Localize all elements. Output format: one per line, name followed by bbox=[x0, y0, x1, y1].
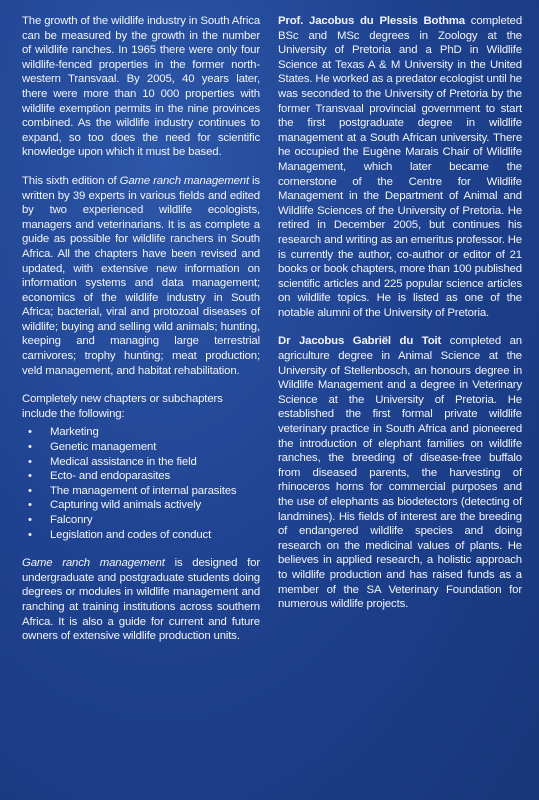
intro-paragraph: The growth of the wildlife industry in South Africa can be measured by the growth in the number of wildlife ranches. In 1965 there were only four wildlife-fenced properties in the former north-western Transvaal. By 2005, 40 years later, there were more than 10 000 properties with wildlife exemption permits in the nine provinces combined. As the wildlife industry continues to expand, so too does the need for scientific knowledge upon which it must be based. bbox=[22, 15, 261, 159]
list-item: • The management of internal parasites bbox=[22, 484, 260, 499]
author-name: Prof. Jacobus du Plessis Bothma bbox=[278, 15, 465, 27]
list-item: • Genetic management bbox=[22, 440, 260, 455]
new-chapters-list bbox=[22, 425, 260, 542]
new-chapters-intro: Completely new chapters or subchapters include the following: bbox=[22, 393, 223, 420]
list-item: • Legislation and codes of conduct bbox=[22, 528, 260, 543]
list-item: • Medical assistance in the field bbox=[22, 455, 260, 470]
author-name: Dr Jacobus Gabriël du Toit bbox=[278, 335, 442, 348]
bio-du-toit: Dr Jacobus Gabriël du Toit completed an agriculture degree in Animal Science at the University of Stellenbosch, an honours degree in Wildlife Management and a degree in Veterinary Science at the University of Pretoria. He established the first formal private wildlife veterinary practice in South Africa and pioneered the introduction of elephant families on wildlife ranches, the breeding of disease-free buffalo from diseased parents, the harvesting of rhinoceros horns for commercial purposes and the use of elephants as biodetectors (detecting of landmines). His fields of interest are the breeding of endangered wildlife species and doing research on the medicinal values of plants. He believes in applied research, a holistic approach to wildlife production and has raised funds as a member of the SA Veterinary Foundation for numerous wildlife projects. bbox=[278, 335, 522, 611]
book-title: Game ranch management bbox=[119, 174, 249, 187]
book-title: Game ranch management bbox=[22, 557, 165, 570]
list-item: • Marketing bbox=[22, 425, 260, 440]
edition-paragraph: This sixth edition of Game ranch management is written by 39 experts in various fields and edited by two experienced wildlife ecologists, managers and veterinarians. It is as complete a guide as possible for wildlife ranchers in South Africa. All the chapters have been revised and updated, with extensive new information on information systems and data management; economics of the wildlife industry in South Africa; bacterial, viral and protozoal diseases of wildlife; buying and selling wild animals; hunting, keeping and managing large terrestrial carnivores; trophy hunting; meat production; veld management, and habitat rehabilitation. bbox=[22, 174, 260, 377]
audience-paragraph: Game ranch management is designed for undergraduate and postgraduate students doing degrees or modules in wildlife management and ranching at training institutions across southern Africa. It is also a guide for current and future owners of extensive wildlife production units. bbox=[22, 557, 260, 643]
list-item: • Ecto- and endoparasites bbox=[22, 469, 260, 484]
bio-bothma: Prof. Jacobus du Plessis Bothma completed BSc and MSc degrees in Zoology at the University of Pretoria and a PhD in Wildlife Science at Texas A & M University in the United States. He worked as a predator ecologist until he was seconded to the University of Pretoria by the former Transvaal provincial government to start the first postgraduate degree in wildlife management at a South African university. There he occupied the Eugène Marais Chair of Wildlife Management, which later became the cornerstone of the Centre for Wildlife Management in the Department of Animal and Wildlife Sciences of the University of Pretoria. He retired in December 2005, but continues his research and writing as an emeritus professor. He is currently the author, co-author or editor of 21 books or book chapters, more than 100 published scientific articles and 225 popular science articles on wildlife topics. He is listed as one of the notable alumni of the University of Pretoria. bbox=[278, 15, 523, 319]
list-item: • Falconry bbox=[22, 513, 260, 528]
right-column bbox=[278, 14, 522, 626]
list-item: • Capturing wild animals actively bbox=[22, 498, 260, 513]
left-column bbox=[22, 14, 260, 658]
